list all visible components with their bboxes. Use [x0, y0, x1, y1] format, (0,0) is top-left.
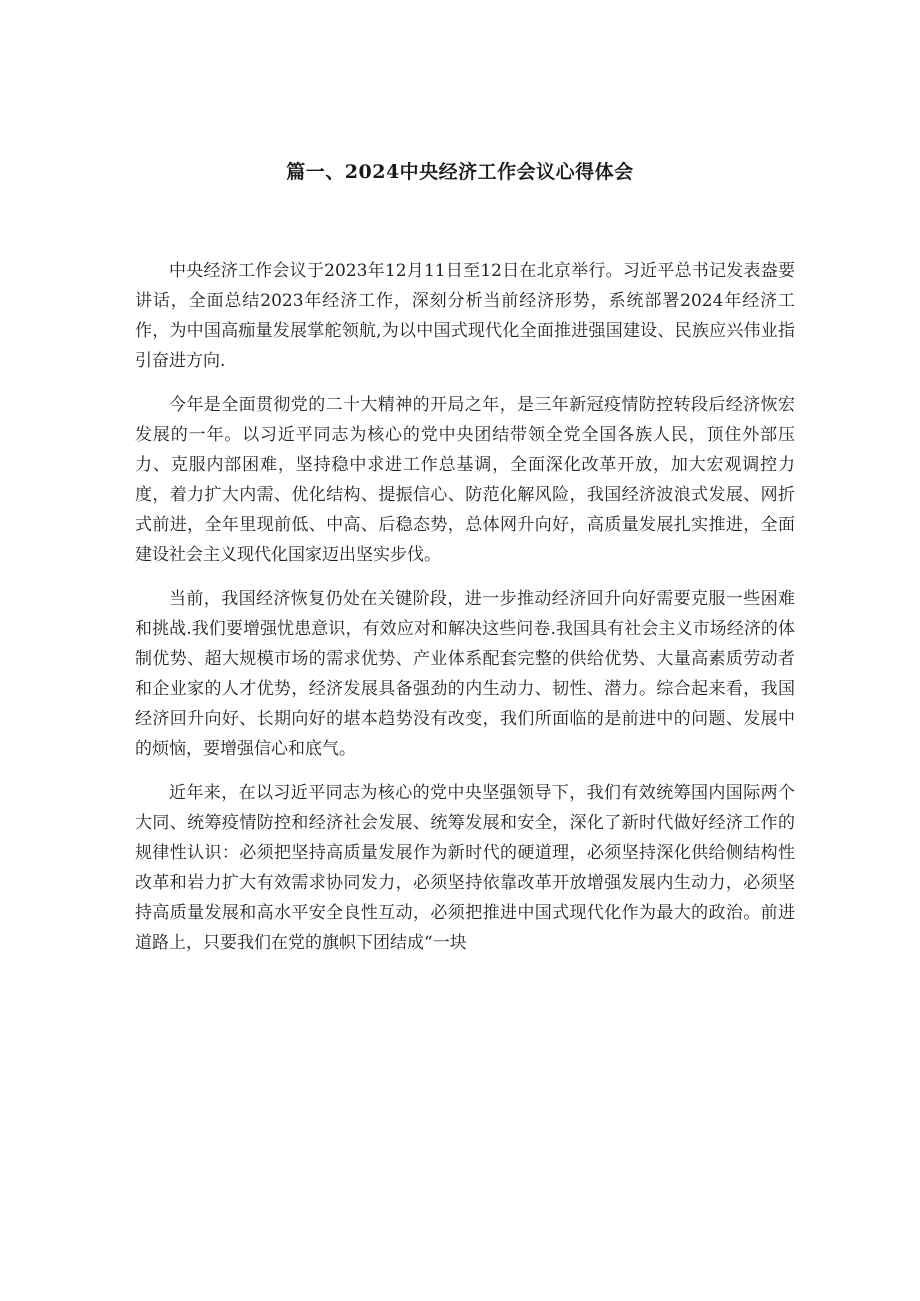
paragraph: 今年是全面贯彻党的二十大精神的开局之年，是三年新冠疫情防控转段后经济恢宏发展的一年。以习近平同志为核心的党中央团结带领全党全国各族人民，顶住外部压力、克服内部困难，坚持稳中求进工作总基调，全面深化改革开放，加大宏观调控力度，着力扩大内需、优化结构、提振信心、防范化解风险，我国经济波浪式发展、网折式前进，全年里现前低、中高、后稳态势，总体网升向好，高质量发展扎实推进，全面建设社会主义现代化国家迈出坚实步伐。 [135, 395, 795, 565]
paragraph: 当前，我国经济恢复仍处在关键阶段，进一步推动经济回升向好需要克服一些困难和挑战.我们要增强忧患意识，有效应对和解决这些问卷.我国具有社会主义市场经济的体制优势、超大规模市场的需求优势、产业体系配套完整的供给优势、大量高素质劳动者和企业家的人才优势，经济发展具备强劲的内生动力、韧性、潜力。综合起来看，我国经济回升向好、长期向好的堪本趋势没有改变，我们所面临的是前进中的问题、发展中的烦恼，要增强信心和底气。 [135, 589, 795, 759]
paragraph: 近年来，在以习近平同志为核心的党中央坚强领导下，我们有效统筹国内国际两个大同、统筹疫情防控和经济社会发展、统筹发展和安全，深化了新时代做好经济工作的规律性认识：必须把坚持高质量发展作为新时代的硬道理，必须坚持深化供给侧结构性改革和岩力扩大有效需求协同发力，必须坚持依靠改革开放增强发展内生动力，必须坚持高质量发展和高水平安全良性互动，必须把推进中国式现代化作为最大的政治。前进道路上，只要我们在党的旗帜下团结成“一块 [135, 783, 795, 953]
document-body [135, 256, 795, 972]
document-title: 篇一、2024中央经济工作会议心得体会 [286, 161, 634, 183]
paragraph: 中央经济工作会议于2023年12月11日至12日在北京举行。习近平总书记发表盎要讲话，全面总结2023年经济工作，深刻分析当前经济形势，系统部署2024年经济工作，为中国高痂量发展掌舵领航,为以中国式现代化全面推进强国建设、民族应兴伟业指引奋进方向. [135, 261, 795, 371]
